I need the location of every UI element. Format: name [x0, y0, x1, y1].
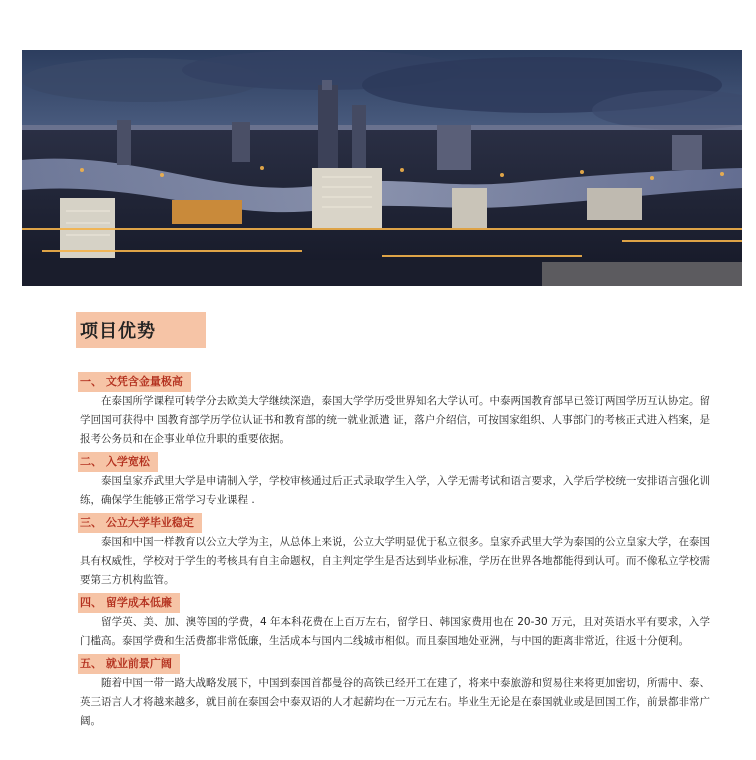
section-3 — [80, 511, 710, 590]
advantages-content — [80, 370, 710, 732]
page-title: 项目优势 — [80, 321, 156, 342]
section-body: 在泰国所学课程可转学分去欧美大学继续深造，泰国大学学历受世界知名大学认可。中泰两国教育部早已签订两国学历互认协定。留学回国可获得中 国教育部学历学位认证书和教育部的统一就业派遣 证，落户介绍信，可按国家组织、人事部门的考核正式进入档案，是报考公务员和在企事业单位升职的重要依据。 — [80, 395, 710, 445]
section-5 — [80, 652, 710, 731]
section-heading: 一、 文凭含金量极高 — [78, 372, 191, 392]
section-2 — [80, 450, 710, 510]
section-heading: 三、 公立大学毕业稳定 — [78, 513, 202, 533]
section-body: 随着中国一带一路大战略发展下，中国到泰国首都曼谷的高铁已经开工在建了，将来中泰旅游和贸易往来将更加密切，所需中、泰、英三语言人才将越来越多，就目前在泰国会中泰双语的人才起薪均在一万元左右。毕业生无论是在泰国就业或是回国工作，前景都非常广阔。 — [80, 677, 710, 727]
bangkok-skyline-icon — [22, 50, 742, 286]
city-banner-image — [22, 50, 742, 286]
section-1 — [80, 370, 710, 449]
section-body: 泰国和中国一样教育以公立大学为主，从总体上来说，公立大学明显优于私立很多。皇家乔武里大学为泰国的公立皇家大学，在泰国具有权威性，学校对于学生的考核具有自主命题权，自主判定学生是否达到毕业标准，学历在世界各地都能得到认可。而不像私立学校需要第三方机构监管。 — [80, 536, 710, 586]
section-body: 泰国皇家乔武里大学是申请制入学，学校审核通过后正式录取学生入学，入学无需考试和语言要求，入学后学校统一安排语言强化训练，确保学生能够正常学习专业课程 . — [80, 475, 710, 506]
section-heading: 二、 入学宽松 — [78, 452, 158, 472]
section-heading: 四、 留学成本低廉 — [78, 593, 180, 613]
section-4 — [80, 591, 710, 651]
section-heading: 五、 就业前景广阔 — [78, 654, 180, 674]
page-title-box — [76, 312, 206, 348]
section-body: 留学英、美、加、澳等国的学费，4 年本科花费在上百万左右，留学日、韩国家费用也在 20-30 万元，且对英语水平有要求，入学门槛高。泰国学费和生活费都非常低廉，生活成本与国内二线城市相似。而且泰国地处亚洲，与中国的距离非常近，往返十分便利。 — [80, 616, 710, 647]
